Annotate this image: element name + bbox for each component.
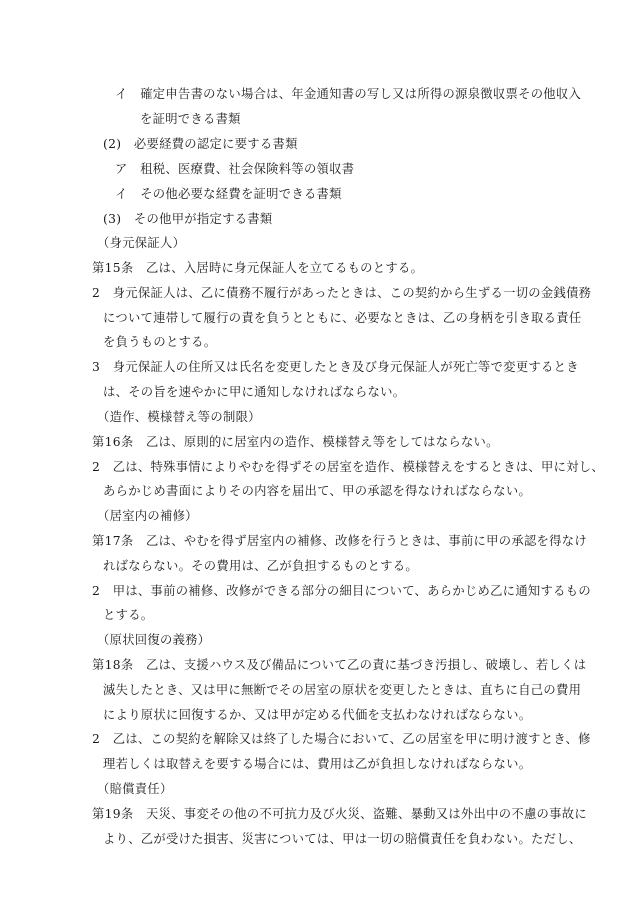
text-line: あらかじめ書面によりその内容を届出て、甲の承認を得なければならない。 xyxy=(103,484,532,498)
section-heading: （居室内の補修） xyxy=(97,509,198,523)
text-line: より、乙が受けた損害、災害については、甲は一切の賠償責任を負わない。ただし、 xyxy=(103,832,582,846)
text-line: 理若しくは取替えを要する場合には、費用は乙が負担しなければならない。 xyxy=(103,757,532,771)
article-line: 第17条 乙は、やむを得ず居室内の補修、改修を行うときは、事前に甲の承認を得なけ xyxy=(92,534,587,548)
article-line: 第15条 乙は、入居時に身元保証人を立てるものとする。 xyxy=(92,261,424,275)
text-line: 3 身元保証人の住所又は氏名を変更したとき及び身元保証人が死亡等で変更するとき xyxy=(92,360,579,374)
text-line: イ その他必要な経費を証明できる書類 xyxy=(115,187,342,201)
section-heading: （造作、模様替え等の制限） xyxy=(97,410,261,424)
text-line: 2 乙は、特殊事情によりやむを得ずその居室を造作、模様替えをするときは、甲に対し、 xyxy=(92,460,604,474)
article-line: 第19条 天災、事変その他の不可抗力及び火災、盗難、暴動又は外出中の不慮の事故に xyxy=(92,807,587,821)
article-line: 第16条 乙は、原則的に居室内の造作、模様替え等をしてはならない。 xyxy=(92,435,499,449)
text-line: ればならない。その費用は、乙が負担するものとする。 xyxy=(103,559,418,573)
text-line: (3) その他甲が指定する書類 xyxy=(103,212,273,226)
section-heading: （原状回復の義務） xyxy=(97,633,211,647)
text-line: について連帯して履行の責を負うとともに、必要なときは、乙の身柄を引き取る責任 xyxy=(103,311,582,325)
article-line: 第18条 乙は、支援ハウス及び備品について乙の責に基づき汚損し、破壊し、若しくは xyxy=(92,658,587,672)
text-line: 2 甲は、事前の補修、改修ができる部分の細目について、あらかじめ乙に通知するもの xyxy=(92,584,591,598)
section-heading: （賠償責任） xyxy=(97,782,173,796)
text-line: により原状に回復するか、又は甲が定める代価を支払わなければならない。 xyxy=(103,708,532,722)
section-heading: （身元保証人） xyxy=(97,236,186,250)
text-line: 2 身元保証人は、乙に債務不履行があったときは、この契約から生ずる一切の金銭債務 xyxy=(92,286,592,300)
text-line: を証明できる書類 xyxy=(140,112,241,126)
text-line: とする。 xyxy=(103,608,154,622)
text-line: 2 乙は、この契約を解除又は終了した場合において、乙の居室を甲に明け渡すとき、修 xyxy=(92,732,591,746)
text-line: を負うものとする。 xyxy=(103,335,217,349)
text-line: イ 確定申告書のない場合は、年金通知書の写し又は所得の源泉徴収票その他収入 xyxy=(115,87,582,101)
text-line: は、その旨を速やかに甲に通知しなければならない。 xyxy=(103,385,406,399)
text-line: ア 租税、医療費、社会保険料等の領収書 xyxy=(115,162,355,176)
text-line: 滅失したとき、又は甲に無断でその居室の原状を変更したときは、直ちに自己の費用 xyxy=(103,683,582,697)
text-line: (2) 必要経費の認定に要する書類 xyxy=(103,137,298,151)
